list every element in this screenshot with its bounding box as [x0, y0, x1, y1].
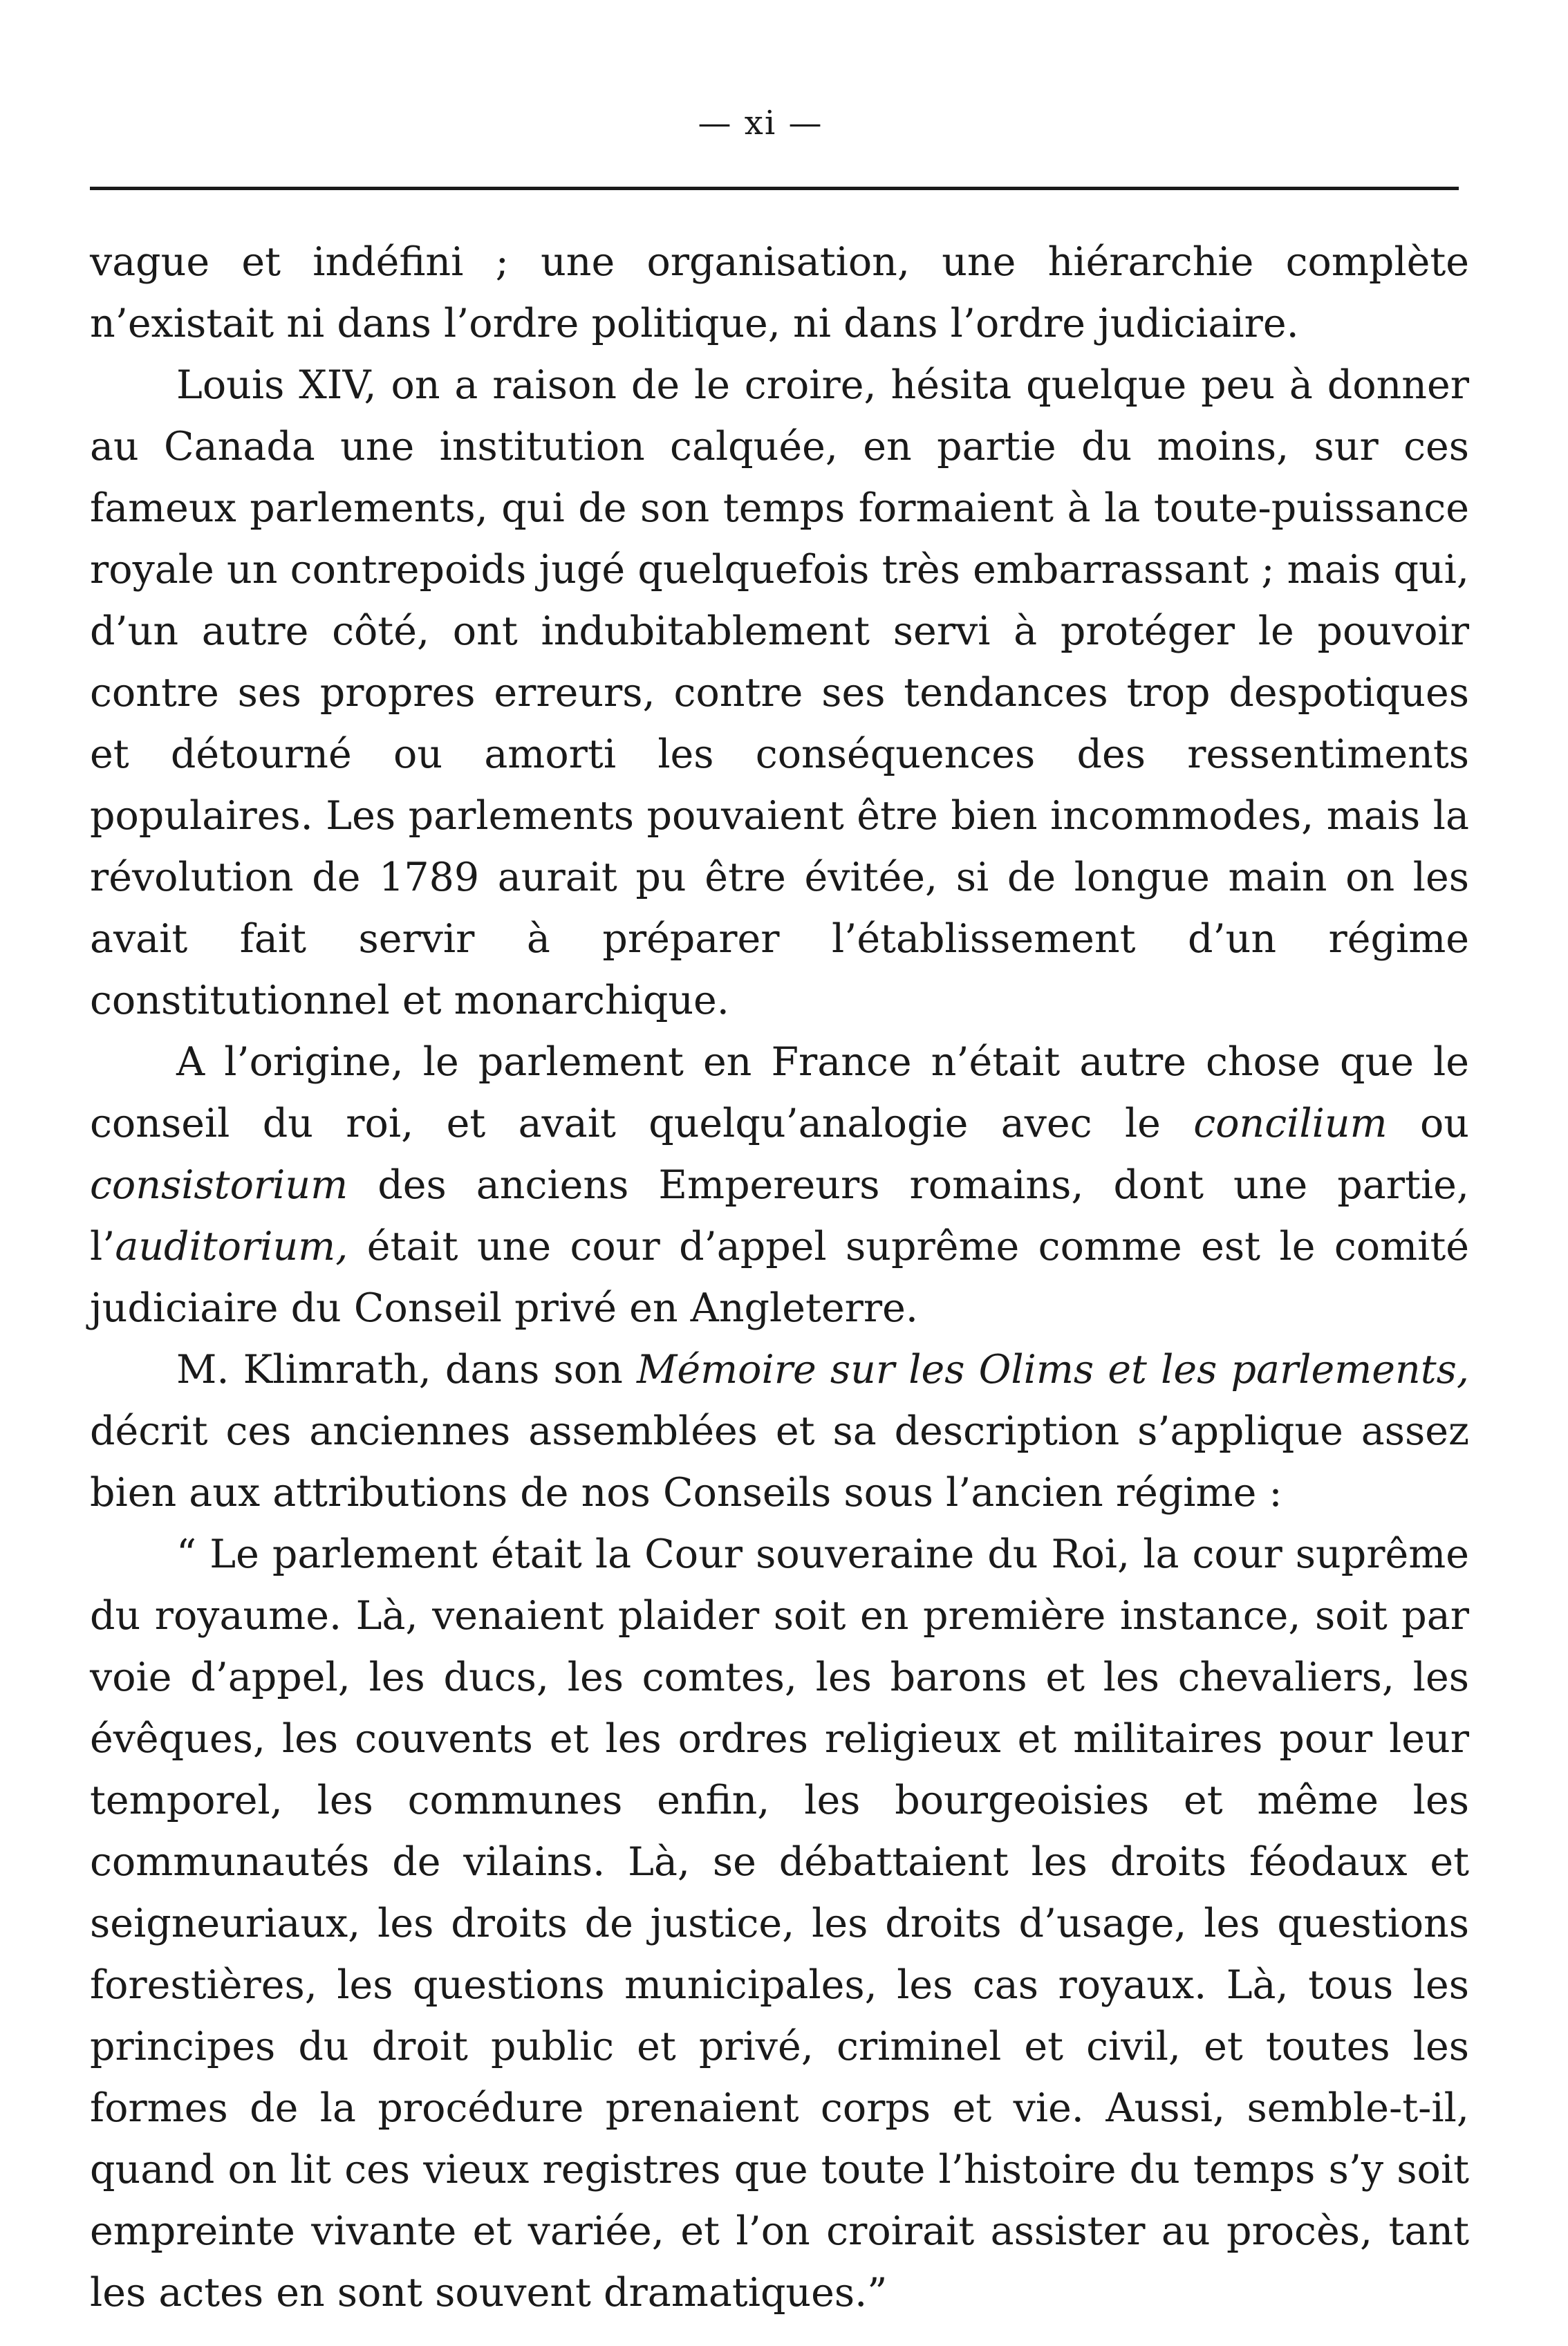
paragraph-klimrath — [90, 1339, 1469, 1524]
italic-term-consistorium: consistorium — [90, 1162, 348, 1208]
paragraph-continuation: vague et indéfini ; une organisation, une hiérarchie complète n’existait ni dans l’ordre politique, ni dans l’ordre judiciaire. — [90, 239, 1469, 346]
header-rule — [90, 187, 1459, 190]
italic-term-auditorium: auditorium, — [115, 1224, 348, 1269]
paragraph-text-segment: des anciens Empereurs romains, dont une partie, l’ — [90, 1162, 1469, 1269]
paragraph-text-segment: A l’origine, le parlement en France n’était autre chose que le conseil du roi, et avait quelqu’analogie avec le — [90, 1039, 1469, 1146]
paragraph-text-segment: était une cour d’appel suprême comme est le comité judiciaire du Conseil privé en Angleterre. — [90, 1224, 1469, 1331]
paragraph-text-segment: décrit ces anciennes assemblées et sa description s’applique assez bien aux attributions de nos Conseils sous l’ancien régime : — [90, 1408, 1469, 1516]
paragraph-origine-parlement — [90, 1032, 1469, 1339]
document-body — [90, 232, 1469, 2324]
paragraph-text-segment: M. Klimrath, dans son — [176, 1347, 637, 1393]
italic-title-memoire: Mémoire sur les Olims et les parlements, — [637, 1347, 1469, 1393]
paragraph-text-segment: ou — [1387, 1101, 1469, 1146]
italic-term-concilium: concilium — [1193, 1101, 1388, 1146]
paragraph-louis-xiv: Louis XIV, on a raison de le croire, hésita quelque peu à donner au Canada une institution calquée, en partie du moins, sur ces fameux parlements, qui de son temps formaient à la toute-puissance royale un contrepoids jugé quelquefois très embarrassant ; mais qui, d’un autre côté, ont indubitablement servi à protéger le pouvoir contre ses propres erreurs, contre ses tendances trop despotiques et détourné ou amorti les conséquences des ressentiments populaires. Les parlements pouvaient être bien incommodes, mais la révolution de 1789 aurait pu être évitée, si de longue main on les avait fait servir à préparer l’établissement d’un régime constitutionnel et monarchique. — [90, 362, 1469, 1023]
paragraph-quotation: “ Le parlement était la Cour souveraine du Roi, la cour suprême du royaume. Là, venaient plaider soit en première instance, soit par voie d’appel, les ducs, les comtes, les barons et les chevaliers, les évêques, les couvents et les ordres religieux et militaires pour leur temporel, les communes enfin, les bourgeoisies et même les communautés de vilains. Là, se débattaient les droits féodaux et seigneuriaux, les droits de justice, les droits d’usage, les questions forestières, les questions municipales, les cas royaux. Là, tous les principes du droit public et privé, criminel et civil, et toutes les formes de la procédure prenaient corps et vie. Aussi, semble-t-il, quand on lit ces vieux registres que toute l’histoire du temps s’y soit empreinte vivante et variée, et l’on croirait assister au procès, tant les actes en sont souvent dramatiques.” — [90, 1532, 1469, 2316]
page-number: — xi — — [698, 104, 823, 142]
